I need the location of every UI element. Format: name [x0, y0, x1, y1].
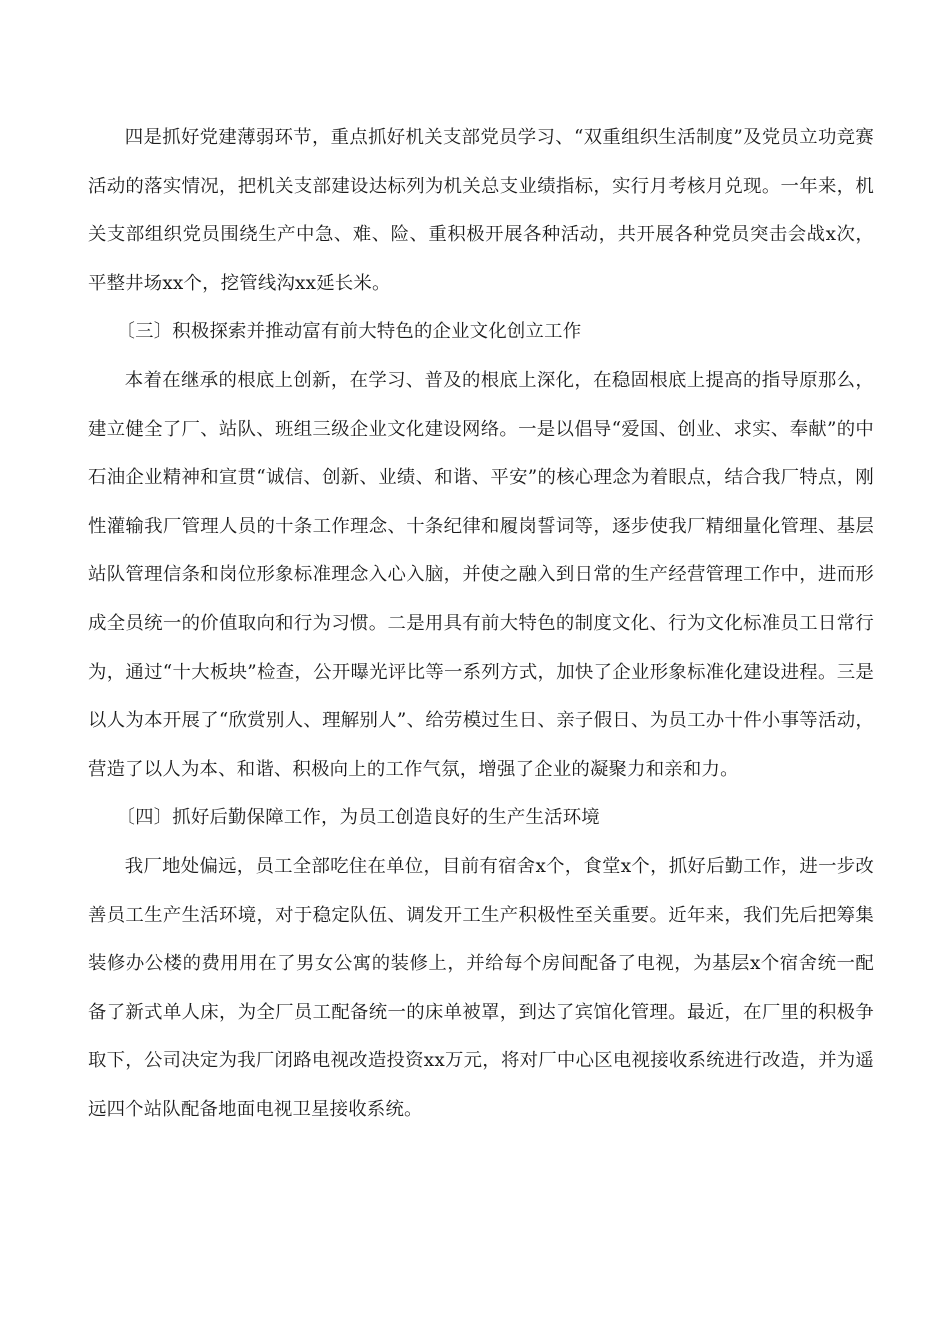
- document-page: [88, 114, 874, 1134]
- paragraph-corporate-culture: 本着在继承的根底上创新，在学习、普及的根底上深化，在稳固根底上提高的指导原那么，建立健全了厂、站队、班组三级企业文化建设网络。一是以倡导“爱国、创业、求实、奉献”的中石油企业精神和宣贯“诚信、创新、业绩、和谐、平安”的核心理念为着眼点，结合我厂特点，刚性灌输我厂管理人员的十条工作理念、十条纪律和履岗誓词等，逐步使我厂精细量化管理、基层站队管理信条和岗位形象标准理念入心入脑，并使之融入到日常的生产经营管理工作中，进而形成全员统一的价值取向和行为习惯。二是用具有前大特色的制度文化、行为文化标准员工日常行为，通过“十大板块”检查，公开曝光评比等一系列方式，加快了企业形象标准化建设进程。三是以人为本开展了“欣赏别人、理解别人”、给劳模过生日、亲子假日、为员工办十件小事等活动，营造了以人为本、和谐、积极向上的工作气氛，增强了企业的凝聚力和亲和力。: [88, 369, 874, 780]
- paragraph-party-building: 四是抓好党建薄弱环节，重点抓好机关支部党员学习、“双重组织生活制度”及党员立功竞赛活动的落实情况，把机关支部建设达标列为机关总支业绩指标，实行月考核月兑现。一年来，机关支部组织党员围绕生产中急、难、险、重积极开展各种活动，共开展各种党员突击会战x次，平整井场xx个，挖管线沟xx延长米。: [88, 127, 874, 294]
- section-heading-three: 〔三〕积极探索并推动富有前大特色的企业文化创立工作: [116, 321, 582, 343]
- paragraph-logistics: 我厂地处偏远，员工全部吃住在单位，目前有宿舍x个，食堂x个，抓好后勤工作，进一步改善员工生产生活环境，对于稳定队伍、调发开工生产积极性至关重要。近年来，我们先后把筹集装修办公楼的费用用在了男女公寓的装修上，并给每个房间配备了电视，为基层x个宿舍统一配备了新式单人床，为全厂员工配备统一的床单被罩，到达了宾馆化管理。最近，在厂里的积极争取下，公司决定为我厂闭路电视改造投资xx万元，将对厂中心区电视接收系统进行改造，并为遥远四个站队配备地面电视卫星接收系统。: [88, 855, 874, 1120]
- section-heading-four: 〔四〕抓好后勤保障工作，为员工创造良好的生产生活环境: [116, 807, 600, 829]
